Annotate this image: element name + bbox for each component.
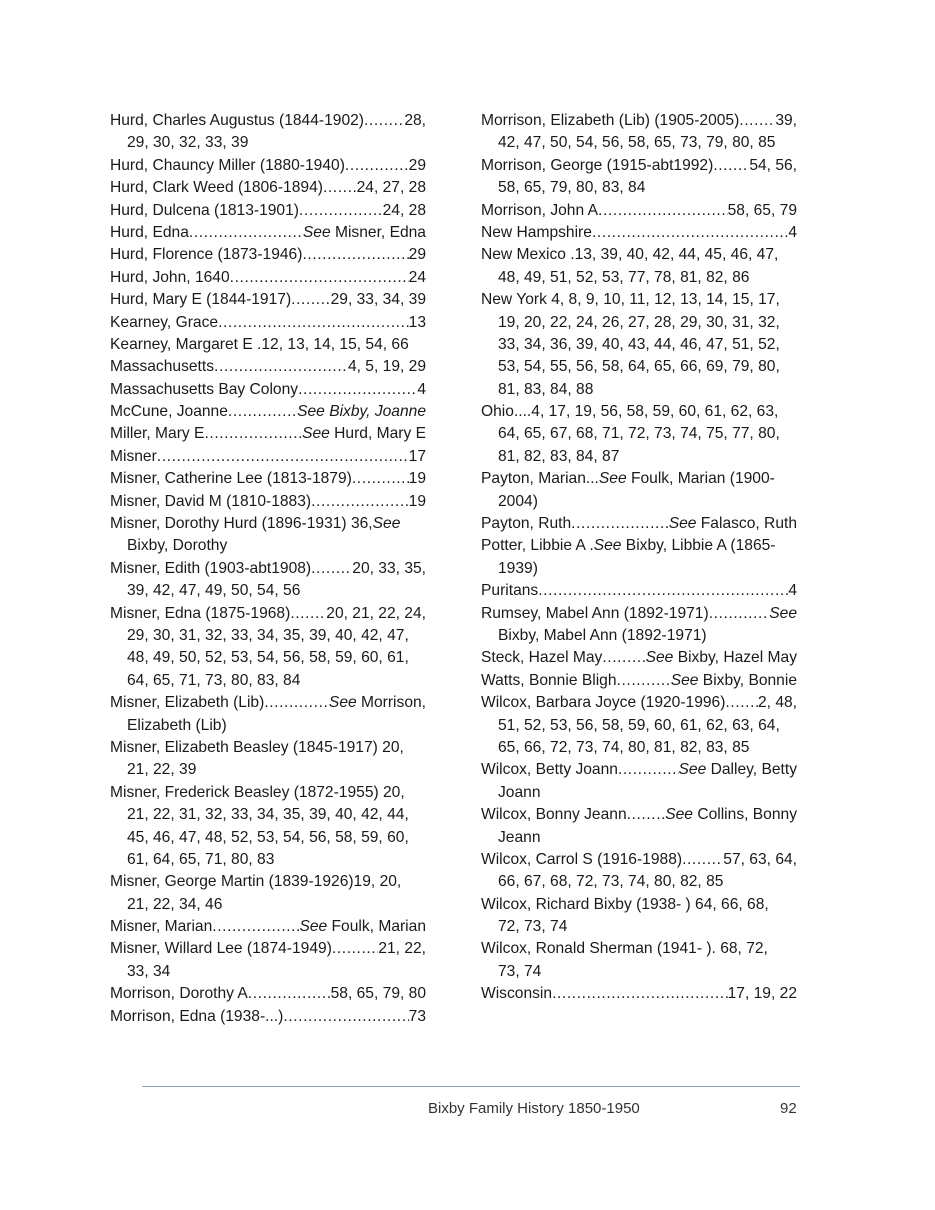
index-entry — [110, 558, 426, 580]
index-entry — [110, 491, 426, 513]
index-entry — [110, 401, 426, 423]
index-entry — [481, 222, 797, 244]
page-references: 24, 28 — [382, 201, 426, 219]
page-references: 4 — [788, 582, 797, 600]
entry-name: 58, 65, 79, 80, 83, 84 — [498, 179, 646, 197]
page-references: 24 — [408, 268, 426, 286]
entry-name: 42, 47, 50, 54, 56, 58, 65, 73, 79, 80, 85 — [498, 134, 776, 152]
index-entry — [481, 692, 797, 714]
entry-name: Hurd, Florence (1873-1946) — [110, 246, 303, 264]
index-entry — [110, 692, 426, 714]
page-references: 19 — [408, 492, 426, 510]
index-entry-continuation — [481, 715, 797, 737]
see-reference: See — [299, 918, 328, 936]
leader-dots — [299, 200, 383, 222]
index-entry — [110, 871, 426, 893]
page-references: 58, 65, 79, 80 — [330, 985, 426, 1003]
page-references: 4, 5, 19, 29 — [347, 358, 426, 376]
entry-name: Misner, Dorothy Hurd (1896-1931) 36, — [110, 515, 373, 533]
entry-name: 2004) — [498, 492, 538, 510]
leader-dots — [311, 491, 409, 513]
entry-name: Wilcox, Ronald Sherman (1941- ). 68, 72, — [481, 940, 768, 958]
index-entry — [481, 513, 797, 535]
index-entry — [110, 379, 426, 401]
entry-name: Steck, Hazel May — [481, 649, 603, 667]
index-entry-continuation — [481, 177, 797, 199]
entry-name: 29, 30, 31, 32, 33, 34, 35, 39, 40, 42, 47, — [127, 626, 409, 644]
leader-dots — [345, 155, 409, 177]
page-references: 54, 56, — [749, 156, 797, 174]
entry-name: 51, 52, 53, 56, 58, 59, 60, 61, 62, 63, 64, — [498, 716, 780, 734]
footer-title: Bixby Family History 1850-1950 — [428, 1100, 640, 1117]
leader-dots — [228, 401, 297, 423]
leader-dots — [592, 222, 788, 244]
leader-dots — [204, 423, 302, 445]
index-entry-continuation — [481, 267, 797, 289]
leader-dots — [323, 177, 357, 199]
leader-dots — [725, 692, 758, 714]
page-references: 4 — [788, 223, 797, 241]
page-references: 29 — [408, 156, 426, 174]
leader-dots — [538, 580, 788, 602]
entry-name: 64, 65, 71, 73, 80, 83, 84 — [127, 671, 301, 689]
page-references: 20, 21, 22, 24, — [326, 604, 426, 622]
index-entry — [481, 759, 797, 781]
index-column-left — [110, 110, 426, 1028]
entry-name: 21, 22, 31, 32, 33, 34, 35, 39, 40, 42, 44, — [127, 806, 409, 824]
index-entry — [481, 401, 797, 423]
entry-name: Potter, Libbie A . — [481, 537, 594, 555]
leader-dots — [230, 267, 409, 289]
index-entry-continuation — [110, 625, 426, 647]
see-reference: See Bixby, Joanne — [297, 403, 426, 421]
index-entry — [481, 244, 797, 266]
page-references: 28, — [404, 112, 426, 129]
entry-name: Misner, Catherine Lee (1813-1879) — [110, 470, 352, 488]
index-entry-continuation — [481, 558, 797, 580]
index-entry-continuation — [110, 132, 426, 154]
entry-name: Misner, Elizabeth (Lib) — [110, 694, 265, 712]
see-reference: See — [598, 470, 627, 488]
leader-dots — [709, 603, 770, 625]
see-reference: See — [328, 694, 357, 712]
entry-name: 33, 34, 36, 39, 40, 43, 44, 46, 47, 51, 52, — [498, 335, 780, 353]
entry-name: Misner, George Martin (1839-1926)19, 20, — [110, 873, 402, 891]
entry-name: 48, 49, 51, 52, 53, 77, 78, 81, 82, 86 — [498, 268, 750, 286]
index-entry — [110, 110, 426, 132]
leader-dots — [298, 379, 417, 401]
index-entry — [481, 289, 797, 311]
leader-dots — [157, 446, 409, 468]
index-entry-continuation — [481, 871, 797, 893]
entry-name: Morrison, Elizabeth (Lib) (1905-2005) — [481, 112, 740, 129]
page-references: 39, — [775, 112, 797, 129]
leader-dots — [332, 938, 378, 960]
entry-name: Jeann — [498, 828, 541, 846]
entry-name: Joann — [498, 783, 541, 801]
index-entry — [110, 267, 426, 289]
leader-dots — [552, 983, 728, 1005]
index-entry — [481, 670, 797, 692]
index-entry-continuation — [481, 312, 797, 334]
page-references: 2, 48, — [757, 694, 797, 712]
leader-dots — [212, 916, 299, 938]
leader-dots — [291, 289, 330, 311]
index-entry-continuation — [110, 759, 426, 781]
index-entry-continuation — [481, 737, 797, 759]
page-references: 73 — [408, 1007, 426, 1025]
index-entry — [481, 894, 797, 916]
leader-dots — [617, 670, 671, 692]
leader-dots — [739, 110, 775, 132]
page-references: Foulk, Marian — [327, 918, 426, 936]
index-entry — [110, 782, 426, 804]
see-reference: See — [302, 425, 330, 443]
index-entry — [110, 916, 426, 938]
index-entry-continuation — [110, 894, 426, 916]
entry-name: 21, 22, 39 — [127, 761, 197, 779]
index-entry — [110, 222, 426, 244]
entry-name: Wilcox, Bonny Jeann — [481, 806, 627, 824]
page-references: Morrison, — [356, 694, 426, 712]
index-entry — [481, 983, 797, 1005]
page-number: 92 — [780, 1100, 797, 1117]
index-entry — [481, 938, 797, 960]
leader-dots — [352, 468, 409, 490]
index-entry — [110, 356, 426, 378]
entry-name: Hurd, Clark Weed (1806-1894) — [110, 179, 323, 197]
entry-name: Wilcox, Richard Bixby (1938- ) 64, 66, 68, — [481, 895, 769, 913]
index-entry-continuation — [481, 446, 797, 468]
entry-name: 33, 34 — [127, 962, 171, 980]
see-reference: See — [372, 515, 401, 533]
index-entry-continuation — [110, 849, 426, 871]
index-entry — [481, 849, 797, 871]
page-references: Bixby, Hazel May — [673, 649, 797, 667]
leader-dots — [248, 983, 331, 1005]
index-entry-continuation — [110, 827, 426, 849]
entry-name: Hurd, Mary E (1844-1917) — [110, 291, 292, 309]
entry-name: 61, 64, 65, 71, 80, 83 — [127, 850, 275, 868]
index-column-right — [481, 110, 797, 1006]
entry-name: Puritans — [481, 582, 539, 600]
index-entry — [481, 603, 797, 625]
entry-name: Hurd, John, 1640 — [110, 268, 230, 286]
index-entry — [110, 200, 426, 222]
page-references: Bixby, Libbie A (1865- — [621, 537, 776, 555]
index-entry-continuation — [110, 670, 426, 692]
entry-name: 64, 65, 67, 68, 71, 72, 73, 74, 75, 77, 80, — [498, 425, 780, 443]
entry-name: Misner, Frederick Beasley (1872-1955) 20, — [110, 783, 405, 801]
index-entry — [481, 804, 797, 826]
index-entry — [110, 983, 426, 1005]
index-entry-continuation — [481, 827, 797, 849]
entry-name: Watts, Bonnie Bligh — [481, 671, 617, 689]
entry-name: 81, 83, 84, 88 — [498, 380, 594, 398]
leader-dots — [311, 558, 352, 580]
page-references: 17, 19, 22 — [727, 985, 797, 1003]
index-entry — [481, 155, 797, 177]
entry-name: Payton, Marian... — [481, 470, 599, 488]
index-entry-continuation — [110, 580, 426, 602]
index-entry — [481, 468, 797, 490]
index-entry — [481, 535, 797, 557]
index-entry — [110, 446, 426, 468]
page-references: Bixby, Bonnie — [698, 671, 797, 689]
entry-name: 21, 22, 34, 46 — [127, 895, 223, 913]
index-entry — [481, 200, 797, 222]
leader-dots — [283, 1006, 408, 1028]
page-references: Foulk, Marian (1900- — [626, 470, 775, 488]
see-reference: See — [769, 604, 797, 622]
page-references: 17 — [408, 447, 426, 465]
page-references: 19 — [408, 470, 426, 488]
entry-name: Hurd, Edna — [110, 223, 189, 241]
page-references: Hurd, Mary E — [329, 425, 426, 443]
page-references: 20, 33, 35, — [352, 559, 426, 577]
page-references: Falasco, Ruth — [696, 515, 797, 533]
leader-dots — [627, 804, 666, 826]
entry-name: Hurd, Charles Augustus (1844-1902) — [110, 112, 364, 129]
entry-name: Massachusetts — [110, 358, 215, 376]
index-entry-continuation — [110, 961, 426, 983]
entry-name: Misner, Edith (1903-abt1908) — [110, 559, 312, 577]
entry-name: 19, 20, 22, 24, 26, 27, 28, 29, 30, 31, 32, — [498, 313, 780, 331]
entry-name: 72, 73, 74 — [498, 918, 568, 936]
entry-name: Miller, Mary E — [110, 425, 205, 443]
see-reference: See — [678, 761, 707, 779]
entry-name: 45, 46, 47, 48, 52, 53, 54, 56, 58, 59, 60, — [127, 828, 409, 846]
entry-name: 81, 82, 83, 84, 87 — [498, 447, 620, 465]
entry-name: Bixby, Dorothy — [127, 537, 228, 555]
index-entry — [110, 468, 426, 490]
entry-name: Elizabeth (Lib) — [127, 716, 227, 734]
index-entry — [110, 289, 426, 311]
index-entry — [481, 580, 797, 602]
entry-name: 65, 66, 72, 73, 74, 80, 81, 82, 83, 85 — [498, 738, 750, 756]
leader-dots — [264, 692, 329, 714]
see-reference: See — [645, 649, 674, 667]
entry-name: Misner, Elizabeth Beasley (1845-1917) 20, — [110, 738, 404, 756]
index-entry — [110, 177, 426, 199]
leader-dots — [682, 849, 723, 871]
leader-dots — [713, 155, 749, 177]
entry-name: Bixby, Mabel Ann (1892-1971) — [498, 626, 707, 644]
index-entry-continuation — [481, 961, 797, 983]
entry-name: 73, 74 — [498, 962, 542, 980]
see-reference: See — [593, 537, 622, 555]
page-references: 29, 33, 34, 39 — [330, 291, 426, 309]
entry-name: Morrison, Edna (1938-...) — [110, 1007, 284, 1025]
entry-name: Hurd, Chauncy Miller (1880-1940) — [110, 156, 345, 174]
page-references: 21, 22, — [378, 940, 426, 958]
entry-name: Wilcox, Betty Joann — [481, 761, 618, 779]
entry-name: New York 4, 8, 9, 10, 11, 12, 13, 14, 15, 17, — [481, 291, 780, 309]
page-references: 13 — [408, 313, 426, 331]
entry-name: Morrison, John A — [481, 201, 599, 219]
index-entry — [110, 513, 426, 535]
index-entry-continuation — [481, 356, 797, 378]
page-references: Dalley, Betty — [706, 761, 797, 779]
entry-name: Wisconsin — [481, 985, 553, 1003]
index-entry — [110, 603, 426, 625]
index-entry — [481, 110, 797, 132]
index-entry — [110, 423, 426, 445]
leader-dots — [214, 356, 348, 378]
entry-name: Morrison, George (1915-abt1992) — [481, 156, 714, 174]
entry-name: 53, 54, 55, 56, 58, 64, 65, 66, 69, 79, 80, — [498, 358, 780, 376]
index-entry-continuation — [481, 379, 797, 401]
entry-name: 29, 30, 32, 33, 39 — [127, 134, 249, 152]
entry-name: 1939) — [498, 559, 538, 577]
footer-divider — [142, 1086, 800, 1087]
entry-name: Misner, Marian — [110, 918, 213, 936]
index-entry-continuation — [110, 715, 426, 737]
page-references: 29 — [408, 246, 426, 264]
page-references: 4 — [417, 380, 426, 398]
entry-name: Rumsey, Mabel Ann (1892-1971) — [481, 604, 709, 622]
leader-dots — [598, 200, 728, 222]
index-entry-continuation — [481, 423, 797, 445]
leader-dots — [189, 222, 303, 244]
index-entry-continuation — [481, 625, 797, 647]
entry-name: Kearney, Grace — [110, 313, 219, 331]
leader-dots — [602, 647, 645, 669]
index-entry-continuation — [110, 535, 426, 557]
index-entry — [481, 647, 797, 669]
leader-dots — [218, 312, 409, 334]
leader-dots — [302, 244, 408, 266]
entry-name: Ohio....4, 17, 19, 56, 58, 59, 60, 61, 62, 63, — [481, 403, 779, 421]
entry-name: Misner — [110, 447, 157, 465]
leader-dots — [364, 110, 404, 132]
index-entry-continuation — [110, 804, 426, 826]
see-reference: See — [665, 806, 693, 824]
index-entry — [110, 1006, 426, 1028]
index-entry-continuation — [481, 916, 797, 938]
index-entry-continuation — [481, 491, 797, 513]
entry-name: 48, 49, 50, 52, 53, 54, 56, 58, 59, 60, 61, — [127, 649, 409, 667]
entry-name: McCune, Joanne — [110, 403, 228, 421]
index-entry-continuation — [481, 334, 797, 356]
entry-name: Misner, Edna (1875-1968) — [110, 604, 291, 622]
page-references: Misner, Edna — [330, 223, 426, 241]
entry-name: Wilcox, Carrol S (1916-1988) — [481, 850, 683, 868]
entry-name: Misner, David M (1810-1883) — [110, 492, 312, 510]
index-entry — [110, 312, 426, 334]
entry-name: Misner, Willard Lee (1874-1949) — [110, 940, 332, 958]
index-entry — [110, 244, 426, 266]
page-references: 24, 27, 28 — [356, 179, 426, 197]
index-entry — [110, 938, 426, 960]
index-entry-continuation — [481, 782, 797, 804]
index-entry — [110, 737, 426, 759]
page-references: 58, 65, 79 — [727, 201, 797, 219]
index-entry-continuation — [110, 647, 426, 669]
entry-name: Kearney, Margaret E .12, 13, 14, 15, 54, 66 — [110, 335, 409, 353]
index-entry-continuation — [481, 132, 797, 154]
entry-name: New Hampshire — [481, 223, 592, 241]
entry-name: Massachusetts Bay Colony — [110, 380, 299, 398]
page-references: Collins, Bonny — [692, 806, 797, 824]
entry-name: Payton, Ruth — [481, 515, 572, 533]
entry-name: Hurd, Dulcena (1813-1901) — [110, 201, 299, 219]
entry-name: 66, 67, 68, 72, 73, 74, 80, 82, 85 — [498, 873, 724, 891]
leader-dots — [571, 513, 669, 535]
see-reference: See — [302, 223, 331, 241]
index-entry — [110, 334, 426, 356]
see-reference: See — [670, 671, 699, 689]
entry-name: Morrison, Dorothy A — [110, 985, 248, 1003]
leader-dots — [618, 759, 679, 781]
entry-name: 39, 42, 47, 49, 50, 54, 56 — [127, 582, 301, 600]
page-references: 57, 63, 64, — [723, 850, 797, 868]
entry-name: New Mexico .13, 39, 40, 42, 44, 45, 46, 47, — [481, 246, 779, 264]
entry-name: Wilcox, Barbara Joyce (1920-1996) — [481, 694, 726, 712]
see-reference: See — [668, 515, 697, 533]
leader-dots — [290, 603, 326, 625]
index-entry — [110, 155, 426, 177]
